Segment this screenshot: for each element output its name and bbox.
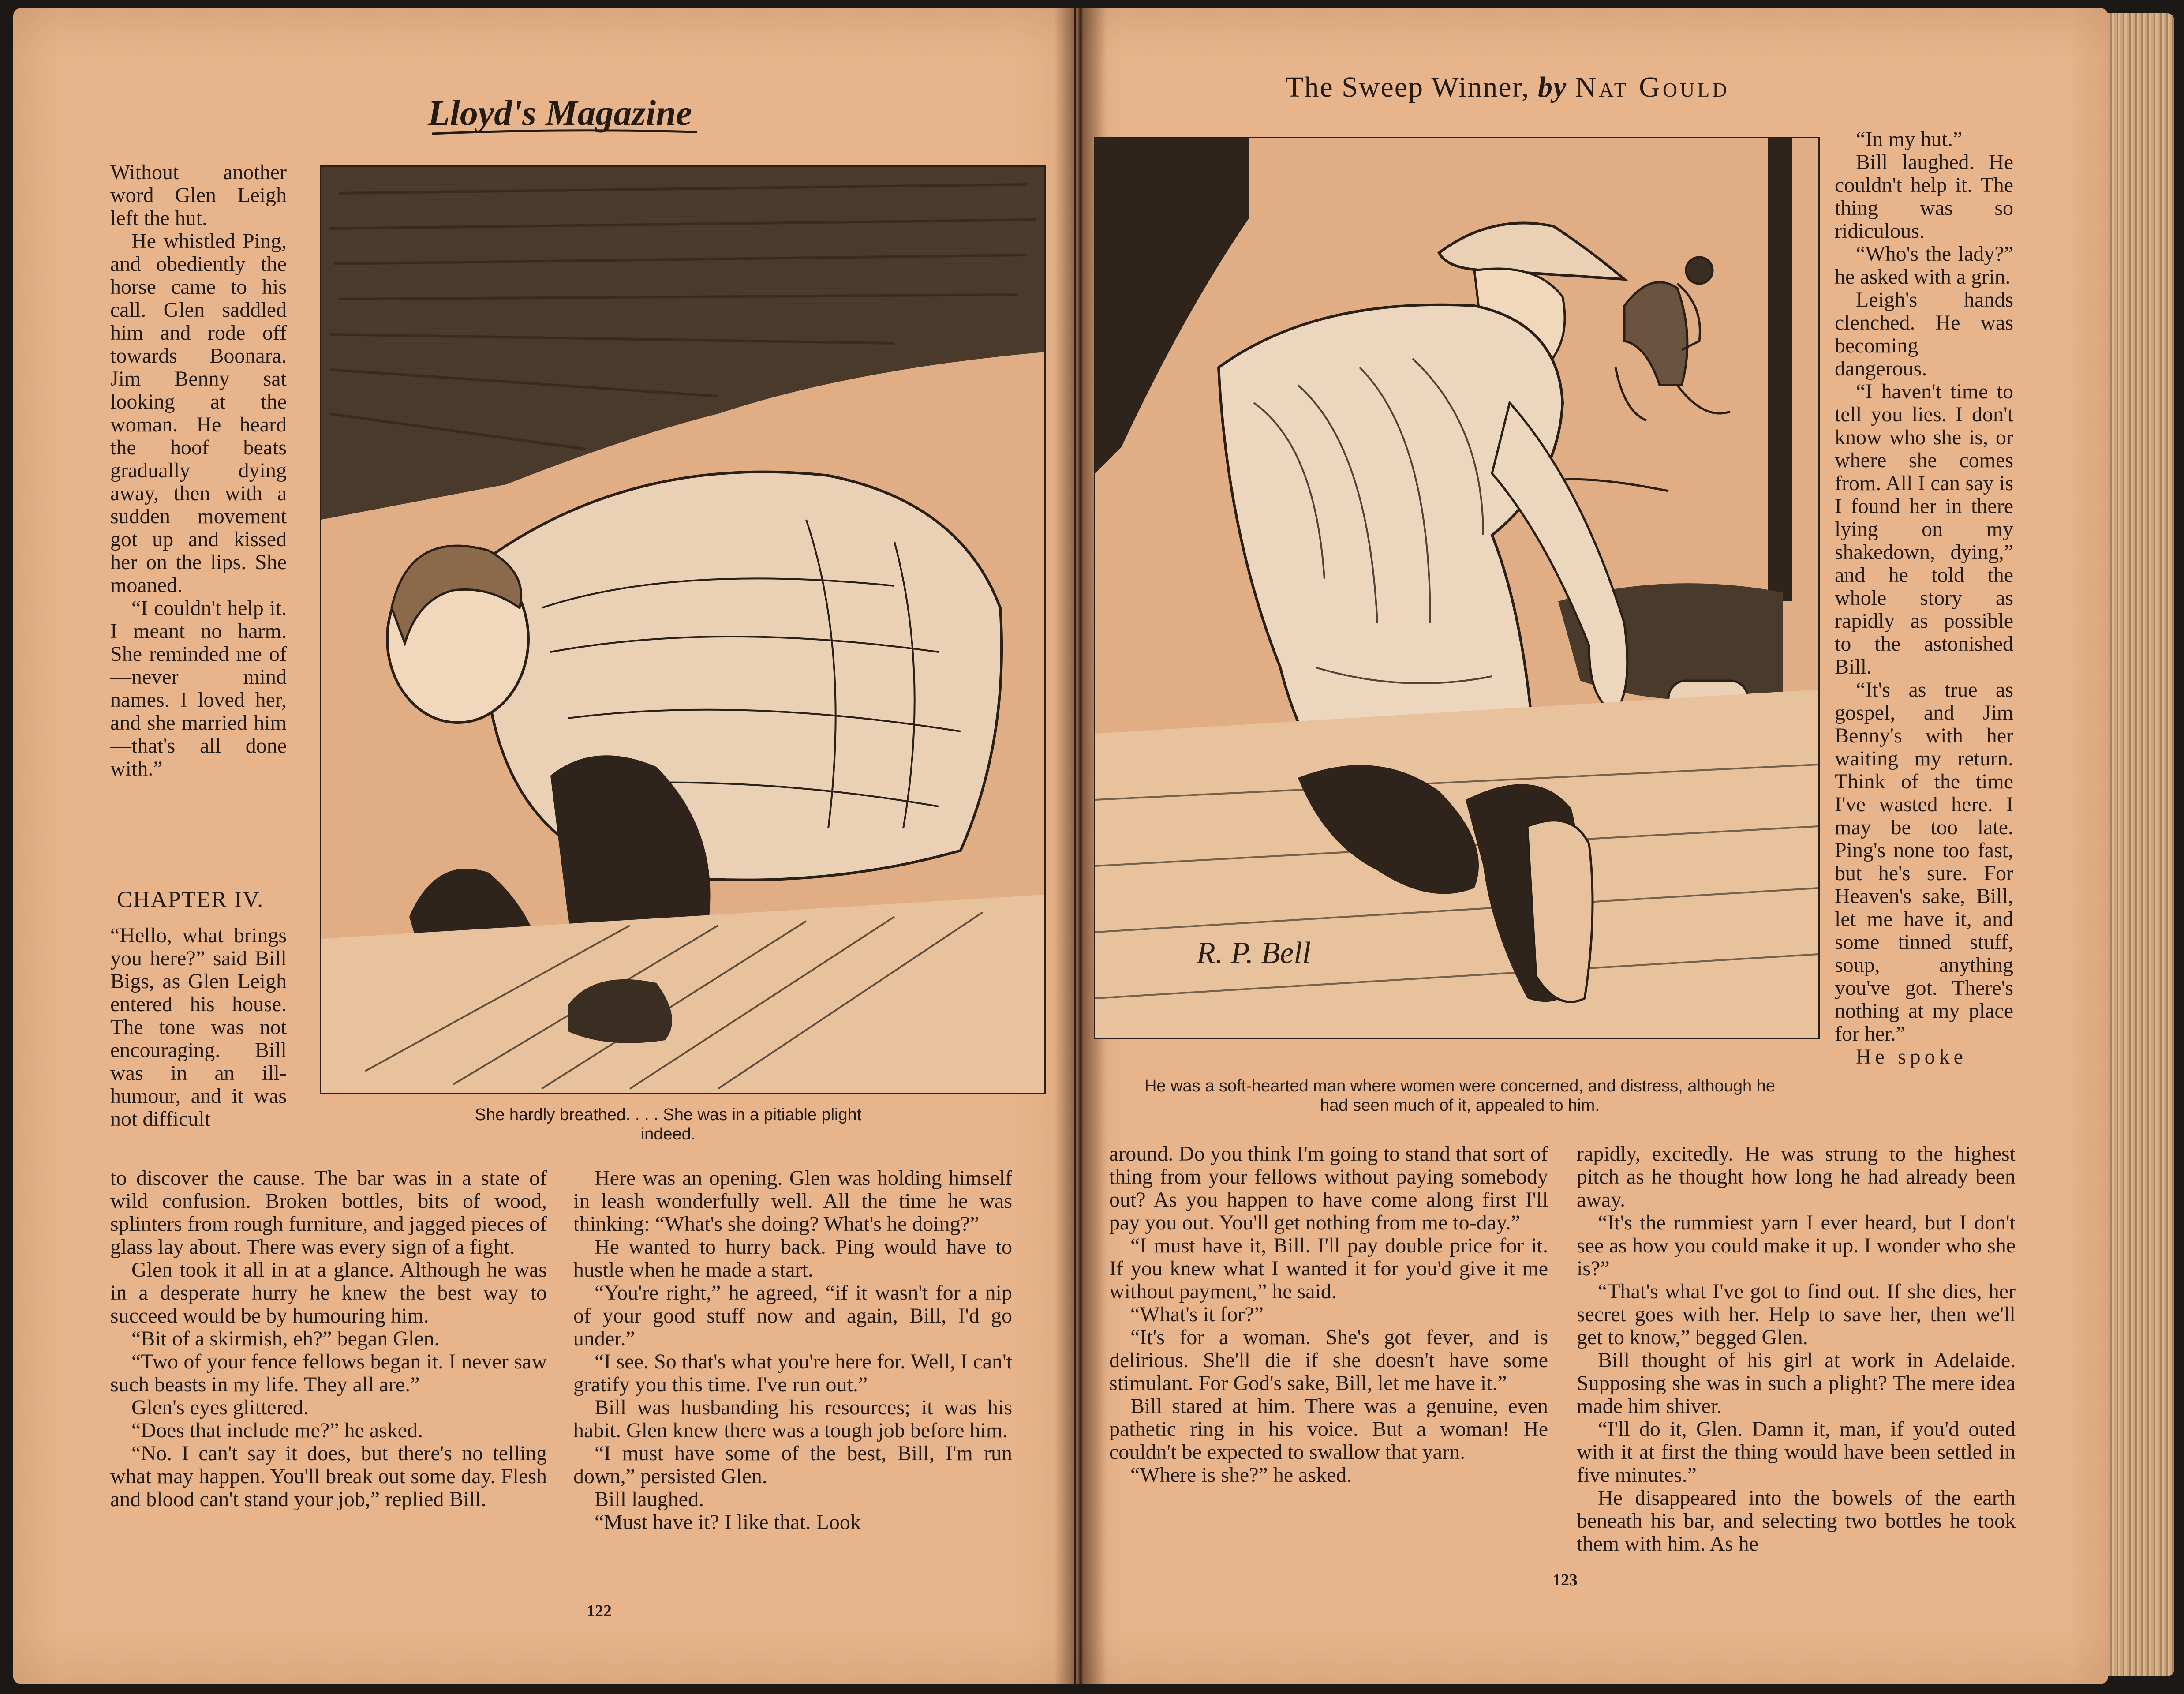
- right-side-para-5: “I haven't time to tell you lies. I don't know who she is, or where she comes from. All I can say is I found her in there lying on my shakedown, dying,” and he told the whole story as rapidly as possible to the astonished Bill.: [1835, 380, 2013, 678]
- right-col1-para-3: “What's it for?”: [1130, 1303, 1264, 1326]
- right-col1-para-1: around. Do you think I'm going to stand that sort of thing from your fellows without paying somebody out? As you happen to have come along first I'll pay you out. You'll get nothing from me to-day.”: [1109, 1142, 1548, 1234]
- right-side-para-4: Leigh's hands clenched. He was becoming dangerous.: [1835, 288, 2013, 380]
- left-col1-para-2: Glen took it all in at a glance. Although he was in a desperate hurry he knew the best way to succeed would be by humouring him.: [110, 1258, 547, 1327]
- right-col1-para-5: Bill stared at him. There was a genuine, even pathetic ring in his voice. But a woman! He couldn't be expected to swallow that yarn.: [1109, 1394, 1548, 1464]
- left-col1-para-1: to discover the cause. The bar was in a state of wild confusion. Broken bottles, bits of wood, splinters from rough furniture, and jagged pieces of glass lay about. There was every sign of a fight.: [110, 1166, 547, 1259]
- intro-para-1: Without another word Glen Leigh left the hut.: [110, 161, 287, 230]
- chapter-heading: CHAPTER IV.: [117, 887, 264, 912]
- chapter-opening-text: [110, 924, 287, 1131]
- right-side-column: [1835, 128, 2013, 1068]
- chapter-opening-para: “Hello, what brings you here?” said Bill Bigs, as Glen Leigh entered his house. The tone was not encouraging. Bill was in an ill-humour, and it was not difficult: [110, 924, 287, 1131]
- left-col2-para-2: He wanted to hurry back. Ping would have to hustle when he made a start.: [573, 1235, 1012, 1282]
- intro-para-2: He whistled Ping, and obediently the horse came to his call. Glen saddled him and rode off towards Boonara. Jim Benny sat looking at the woman. He heard the hoof beats gradually dying away, then with a sudden movement got up and kissed her on the lips. She moaned.: [110, 229, 287, 597]
- left-col2-para-5: Bill was husbanding his resources; it was his habit. Glen knew there was a tough job before him.: [573, 1396, 1012, 1442]
- woman-illustration-drawing: [321, 167, 1044, 1093]
- right-side-para-6: “It's as true as gospel, and Jim Benny's with her waiting my return. Think of the time I've wasted here. I may be too late. Ping's none too fast, but he's sure. For Heaven's sake, Bill, let me have it, and some tinned stuff, soup, anything you've got. There's nothing at my place for her.”: [1835, 678, 2013, 1046]
- left-column-1: [110, 1167, 547, 1511]
- left-col1-para-6: “Does that include me?” he asked.: [131, 1419, 423, 1442]
- magazine-masthead: [423, 86, 706, 141]
- right-side-para-3: “Who's the lady?” he asked with a grin.: [1835, 242, 2013, 289]
- right-column-2: [1577, 1143, 2016, 1555]
- right-column-1: [1109, 1143, 1548, 1487]
- right-side-para-1: “In my hut.”: [1856, 127, 1963, 151]
- right-side-para-2: Bill laughed. He couldn't help it. The thing was so ridiculous.: [1835, 150, 2013, 243]
- right-col2-para-2: “It's the rummiest yarn I ever heard, but I don't see as how you could make it up. I wonder who she is?”: [1577, 1211, 2016, 1280]
- kneeling-man-illustration: [1094, 137, 1820, 1039]
- left-column-2: [573, 1167, 1012, 1534]
- running-head-by: by: [1538, 71, 1567, 103]
- right-col2-para-5: “I'll do it, Glen. Damn it, man, if you'd outed with it at first the thing would have been settled in five minutes.”: [1577, 1417, 2016, 1487]
- running-head-author: Nat Gould: [1575, 71, 1730, 103]
- left-col2-para-4: “I see. So that's what you're here for. Well, I can't gratify you this time. I've run out.”: [573, 1350, 1012, 1396]
- left-col1-para-5: Glen's eyes glittered.: [131, 1396, 309, 1419]
- left-col2-para-7: Bill laughed.: [595, 1488, 704, 1511]
- right-illustration-caption: He was a soft-hearted man where women were concerned, and distress, although he had seen much of it, appealed to him.: [1144, 1077, 1775, 1115]
- left-page-number: 122: [587, 1602, 612, 1620]
- masthead-logo: [423, 86, 706, 141]
- left-col1-para-4: “Two of your fence fellows began it. I never saw such beasts in my life. They all are.”: [110, 1350, 547, 1396]
- page-edges: [2108, 13, 2174, 1676]
- right-col2-para-1: rapidly, excitedly. He was strung to the highest pitch as he thought how long he had already been away.: [1577, 1142, 2016, 1211]
- left-illustration-caption: She hardly breathed. . . . She was in a pitiable plight indeed.: [475, 1106, 862, 1143]
- right-col2-para-4: Bill thought of his girl at work in Adelaide. Supposing she was in such a plight? The mere idea made him shiver.: [1577, 1349, 2016, 1418]
- left-col1-para-3: “Bit of a skirmish, eh?” began Glen.: [131, 1327, 440, 1350]
- man-illustration-drawing: [1095, 138, 1818, 1038]
- intro-para-3: “I couldn't help it. I meant no harm. She reminded me of —never mind names. I loved her, and she married him—that's all done with.”: [110, 596, 287, 780]
- right-col1-para-2: “I must have it, Bill. I'll pay double price for it. If you knew what I wanted it for you'd give it me without payment,” he said.: [1109, 1234, 1548, 1303]
- left-col2-para-6: “I must have some of the best, Bill, I'm run down,” persisted Glen.: [573, 1442, 1012, 1488]
- left-col1-para-7: “No. I can't say it does, but there's no telling what may happen. You'll break out some day. Flesh and blood can't stand your job,” replied Bill.: [110, 1442, 547, 1511]
- masthead-text: Lloyd's Magazine: [428, 93, 692, 133]
- woman-lying-illustration: [320, 165, 1046, 1094]
- right-page-number: 123: [1552, 1571, 1578, 1589]
- left-col2-para-1: Here was an opening. Glen was holding himself in leash wonderfully well. All the time he was thinking: “What's she doing? What's he doing?”: [573, 1166, 1012, 1236]
- right-col1-para-4: “It's for a woman. She's got fever, and is delirious. She'll die if she doesn't have some stimulant. For God's sake, Bill, let me have it.”: [1109, 1326, 1548, 1395]
- left-intro-text: [110, 161, 287, 780]
- artist-signature: R. P. Bell: [1197, 936, 1311, 970]
- right-col2-para-6: He disappeared into the bowels of the earth beneath his bar, and selecting two bottles he took them with him. As he: [1577, 1486, 2016, 1555]
- right-side-para-7: He spoke: [1856, 1045, 1967, 1068]
- right-col1-para-6: “Where is she?” he asked.: [1130, 1463, 1352, 1487]
- left-col2-para-3: “You're right,” he agreed, “if it wasn't for a nip of your good stuff now and again, Bill, I'd go under.”: [573, 1281, 1012, 1350]
- right-col2-para-3: “That's what I've got to find out. If she dies, her secret goes with her. Help to save her, then we'll get to know,” begged Glen.: [1577, 1280, 2016, 1349]
- running-head-title: The Sweep Winner,: [1286, 71, 1530, 103]
- left-col2-para-8: “Must have it? I like that. Look: [595, 1510, 861, 1534]
- running-head: [1286, 71, 1730, 104]
